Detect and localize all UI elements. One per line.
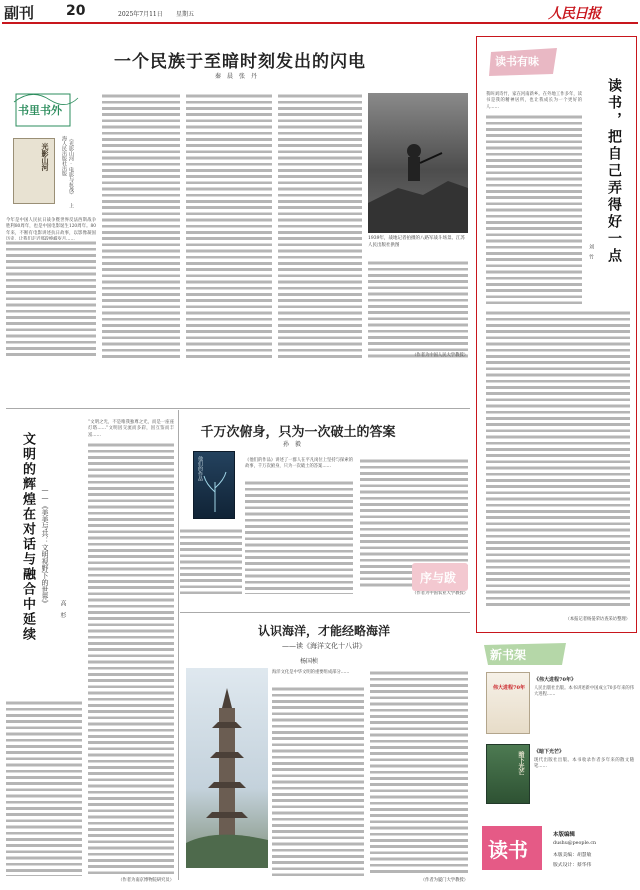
article4-photo [186,668,268,868]
new-books-badge [482,641,568,667]
new-book-cover-2 [486,744,530,804]
sidebar-badge-label: 读书有味 [495,55,539,68]
article3-source: （作者为南京博物院研究员） [118,878,174,883]
new-book-cover-1 [486,672,530,734]
article4-col2 [370,670,468,876]
article1-author: 秦 晨 张 丹 [215,73,258,80]
article2-source: （作者为中国农业大学教授） [412,591,468,596]
article4-title: 认识海洋，才能经略海洋 [257,624,390,638]
new-book-caption-2: 《暗下光芒》 [534,749,565,755]
soldier-photo-icon [368,93,468,233]
book-caption-title: 《光影山河·电影与抗战》 [68,136,74,197]
article2-title: 千万次俯身，只为一次破土的答案 [200,425,396,440]
sidebar-text-top [486,114,582,304]
masthead-rule [2,22,638,24]
article1-photo [368,93,468,233]
article3-col1 [88,442,174,876]
sidebar-title: 读书，把自己弄得好一点 [606,78,622,265]
book-caption-publisher: 上海人民出版社出版 [61,136,74,208]
sidebar-lead: 我叫刘诗竹，家在河南新乡。在外地工作多年，读书是我的精神居所，也让我成长为一个更好的人…… [486,92,582,110]
article4-author: 杨国桢 [300,658,319,665]
article4-lead: 海洋文化是中华文明的重要组成部分…… [272,670,350,675]
article4-subtitle: ——读《海洋文化十八讲》 [282,642,366,650]
article1-photo-caption: 1939年，战地记者拍摄的八路军战斗场景。江苏人民出版社供图 [368,236,465,248]
book-caption [60,136,74,210]
article2-author: 孙 毅 [283,441,302,448]
sidebar-text-bottom [486,310,630,608]
article3-title-line: 文明的辉煌在对话与融合中延续 [20,432,35,642]
issue-date: 2025年7月11日 [118,11,163,18]
new-book-desc-1: 人民出版社出版。本书讲述新中国成立70多年来的伟大进程…… [534,686,634,698]
footer-layout: 版式设计：蔡华伟 [553,863,592,868]
article3-col0 [6,700,82,876]
new-book-caption-1: 《伟大进程70年》 [534,677,576,683]
divider [6,408,470,409]
new-book-cover-2-title: 暗下光芒 [517,751,524,775]
sidebar-note: （本报记者杨晏荣访查采访整理） [565,617,630,622]
badge-preface-label: 序与跋 [420,571,457,585]
article4-col1 [272,686,364,876]
divider [178,410,179,880]
article2-col1 [245,480,353,594]
article1-lead: 今年是中国人民抗日战争暨世界反法西斯战争胜利80周年，也是中国电影诞生120周年。80年来，不断有电影讲述抗日故事，以影像凝固 [6,218,96,236]
article4-source: （作者为厦门大学教授） [420,878,468,883]
article1-col5 [368,260,468,358]
page-number: 20 [66,3,86,19]
article1-source: （作者为中国人民大学教授） [412,353,468,358]
footer-email: dushu@people.cn [553,841,597,846]
book-cover [13,138,55,204]
sidebar-badge [487,44,561,80]
article2-book-cover-title: 他们的作品 [197,456,203,481]
pagoda-icon [186,668,268,868]
new-book-desc-2: 现代出版社出版。本书收录作者多年来的散文随笔…… [534,758,634,770]
article3-author: 高 杉 [59,600,66,618]
section-name: 副刊 [4,4,35,22]
article1-col2 [102,93,180,358]
column-badge-label: 书里书外 [18,104,62,117]
footer-designer: 本版美编：胡慧敏 [553,853,592,858]
new-books-badge-label: 新书架 [490,648,527,662]
issue-weekday: 星期五 [176,11,195,18]
article1-col4 [278,93,362,358]
new-book-cover-1-title: 伟大进程70年 [493,685,525,691]
article1-title: 一个民族于至暗时刻发出的闪电 [114,52,366,72]
footer-editor-label: 本版编辑 [553,832,576,838]
sidebar-author: 刘 竹 [588,244,594,259]
article3-title [18,432,37,692]
newspaper-logo: 人民日报 [548,6,600,22]
article1-col3 [186,93,272,358]
article2-book-cover [193,451,235,519]
footer-badge [482,826,542,870]
article2-col0 [180,528,242,594]
article1-col1 [6,240,96,358]
article3-lead: “文明之光，不是唯我独尊之光，而是一座座灯塔……”文明因交流而多彩，因互鉴而丰富…… [88,420,174,438]
book-cover-title: 光影山河 [41,143,50,171]
footer-badge-label: 读书 [488,838,528,862]
article2-lead: 《他们的作品》讲述了一群人在平凡岗位上坚持与探索的故事，千万次俯身，只为一次破土的答案…… [245,458,353,470]
article3-subtitle: ——《美美与共：文明视野下的世界》 [41,486,49,607]
divider [180,612,470,613]
badge-preface [412,563,468,591]
